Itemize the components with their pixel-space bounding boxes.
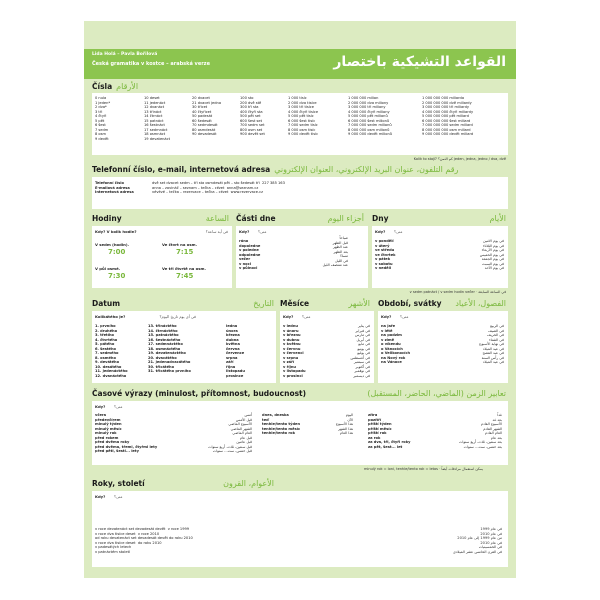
- date-question-ar: في أي يوم تاريخ اليوم؟: [159, 314, 196, 319]
- authors: Lida Holá – Pavla Bořilová: [92, 52, 158, 57]
- numbers-millions: 1 000 000 milion 2 000 000 dva miliony 3 000 000 tři miliony 4 000 000 čtyři miliony 5 000 000 pět milionů 6 000 000 šest milionů 7 000 000 sedm milionů 8 000 000 osm milionů 9 000 000 devět milionů: [348, 96, 393, 137]
- dayparts-heading-ar: أجزاء اليوم: [327, 214, 364, 223]
- days-cz: v pondělí v úterý ve středu ve čtvrtek v pátek v sobotu v neděli: [375, 239, 396, 271]
- hours-heading-ar: الساعة: [205, 214, 229, 223]
- hours-heading: Hodiny: [92, 214, 122, 223]
- numbers-note: Kolik to stojí? كم الثمن؟ jeden, jedna, jedno / dva, dvě: [413, 157, 506, 161]
- years-heading-ar: الأعوام، القرون: [223, 479, 274, 488]
- time-now-cz: dnes, dneska teď tenhle/tento týden tenhle/tento měsíc tenhle/tento rok: [262, 413, 301, 436]
- months-locative: v lednu v únoru v březnu v dubnu v květnu v červnu v červenci v srpnu v září v říjnu v listopadu v prosinci: [283, 324, 306, 379]
- date-question: Kolikátého je?: [95, 314, 126, 319]
- hours-row1-label: V sedm (hodin).: [95, 242, 130, 247]
- days-question-ar: متى؟: [394, 229, 403, 234]
- years-cz: v roce devatenáct set devadesát devět v roce 1999 v roce dva tisíce deset v roce 2010 od roku devatenáct set devadesát devět do roku 2010 v roce dva tisíce deset do roku 2010 v padesátých letech v patnáctém století: [95, 527, 193, 554]
- dayparts-question-ar: متى؟: [258, 229, 267, 234]
- phone-heading-ar: رقم التلفون، عنوان البريد الإلكتروني، العنوان الإلكتروني: [274, 165, 459, 174]
- years-ar: في عام 1999 في عام 2010 من عام 1999 إلى عام 2010 في عام 2010 في الخمسينيات في القرن الخامس عشر الميلادي: [453, 527, 502, 554]
- date-months-genitive: ledna února března dubna května června července srpna září října listopadu prosince: [226, 324, 245, 379]
- days-note: v sedm patnáct / v sedm hodin večer ⋅ في الساعة السابعة: [409, 290, 506, 294]
- title-arabic: القواعد التشيكية باختصار: [333, 54, 506, 70]
- numbers-hundreds: 100 sto 200 dvě stě 300 tři sta 400 čtyři sta 500 pět set 600 šest set 700 sedm set 800 osm set 900 devět set: [240, 96, 265, 137]
- seasons-heading-ar: الفصول، الأعياد: [455, 299, 506, 308]
- seasons-ar: في الربيع في الصيف في الخريف في الشتاء في نهاية الأسبوع في عيد الميلاد في عيد الفصح في رأس السنة في عيد الميلاد: [479, 324, 504, 365]
- months-heading-ar: الأشهر: [348, 299, 370, 308]
- hours-row2-label: V půl osmé.: [95, 266, 121, 271]
- time-expr-panel: [92, 401, 508, 465]
- seasons-question: Kdy?: [381, 314, 392, 319]
- days-question: Kdy?: [375, 229, 386, 234]
- days-heading: Dny: [372, 214, 389, 223]
- seasons-panel: [378, 311, 508, 383]
- numbers-panel: [92, 93, 508, 155]
- time-expr-question: Kdy?: [95, 404, 106, 409]
- hours-row2-time: 7:30: [108, 272, 126, 280]
- years-heading: Roky, století: [92, 479, 145, 488]
- numbers-billions: 1 000 000 000 miliarda 2 000 000 000 dvě miliardy 3 000 000 000 tři miliardy 4 000 000 000 čtyři miliardy 5 000 000 000 pět miliard 6 000 000 000 šest miliard 7 000 000 000 sedm miliard 8 000 000 000 osm miliard 9 000 000 000 devět miliard: [422, 96, 474, 137]
- days-ar: في يوم الاثنين في يوم الثلاثاء في يوم الأربعاء في يوم الخميس في يوم الجمعة في يوم السبت في يوم الأحد: [479, 239, 504, 271]
- numbers-heading: Čísla الأرقام: [92, 82, 139, 91]
- dayparts-ar: صباحاً قبل الظهر عند الظهر بعد الظهر مساءً في الليل عند منتصف الليل: [322, 236, 348, 268]
- time-now-ar: اليوم الآن هذا الأسبوع هذا الشهر هذا العام: [335, 413, 353, 436]
- hours-row2-label2: Ve tři čtvrtě na osm.: [162, 266, 206, 271]
- numbers-thousands: 1 000 tisíc 2 000 dva tisíce 3 000 tři tisíce 4 000 čtyři tisíce 5 000 pět tisíc 6 000 šest tisíc 7 000 sedm tisíc 8 000 osm tisíc 9 000 devět tisíc: [288, 96, 319, 137]
- cheat-sheet-page: [84, 21, 516, 578]
- time-expr-heading: Časové výrazy (minulost, přítomnost, budoucnost): [92, 389, 307, 398]
- seasons-cz: na jaře v létě na podzim v zimě o víkendu o Vánocích o Velikonocích na Nový rok na Vánoce: [381, 324, 411, 365]
- hours-question: Kdy? V kolik hodin?: [95, 229, 137, 234]
- dayparts-question: Kdy?: [239, 229, 250, 234]
- time-future-cz: zítra pozítří příští týden příští měsíc příští rok za rok za dva, tři, čtyři roky za pět, šest... let: [368, 413, 411, 449]
- hours-row2-time2: 7:45: [176, 272, 194, 280]
- date-heading: Datum: [92, 299, 121, 308]
- phone-values: dvě set dvacet sedm – tři sta osmdesát pět – sto šedesát tři 227 385 163 anna – zavináč – seznam – tečka – cézet anna@seznam.cz vévévé – tečka – rezervace – tečka – cézet www.rezervace.cz: [152, 181, 285, 195]
- date-heading-ar: التاريخ: [253, 299, 274, 308]
- phone-panel: [92, 177, 508, 209]
- phone-heading: Telefonní číslo, e-mail, internetová adresa رقم التلفون، عنوان البريد الإلكتروني، العنوان الإلكتروني: [92, 165, 459, 174]
- time-future-ar: غداً بعد غد الأسبوع القادم الشهر القادم العام القادم بعد عام بعد سنتين، ثلاث، أربع سنوات بعد خمس، ست... سنوات: [458, 413, 502, 449]
- date-ordinals-2: 13. třináctého 14. čtrnáctého 15. patnáctého 16. šestnáctého 17. sedmnáctého 18. osmnáctého 19. devatenáctého 20. dvacátého 21. jedenadvacátého 30. třicátého 31. třicátého prvního: [148, 324, 191, 374]
- months-ar: في يناير في فبراير في مارس في أبريل في مايو في يونيو في يوليو في أغسطس في سبتمبر في أكتوبر في نوفمبر في ديسمبر: [350, 324, 370, 379]
- seasons-heading: Období, svátky: [378, 299, 442, 308]
- months-question: Kdy?: [283, 314, 294, 319]
- months-question-ar: متى؟: [302, 314, 311, 319]
- time-expr-question-ar: متى؟: [114, 404, 123, 409]
- dayparts-heading: Části dne: [236, 214, 276, 223]
- title-czech: Česká gramatika v kostce – arabská verze: [92, 61, 210, 67]
- phone-labels: Telefonní číslo E-mailová adresa Internetová adresa: [95, 181, 134, 195]
- dayparts-cz: ráno dopoledne v poledne odpoledne večer v noci v půlnoci: [239, 239, 261, 271]
- hours-question-ar: في أية ساعة؟: [205, 229, 228, 234]
- years-panel: [92, 491, 508, 567]
- months-panel: [280, 311, 374, 383]
- hours-row1-time: 7:00: [108, 248, 126, 256]
- days-heading-ar: الأيام: [489, 214, 506, 223]
- months-heading: Měsíce: [280, 299, 310, 308]
- years-question-ar: متى؟: [114, 494, 123, 499]
- date-ordinals-1: 1. prvního 2. druhého 3. třetího 4. čtvrtého 5. pátého 6. šestého 7. sedmého 8. osmého 9. devátého 10. desátého 11. jedenáctého 12. dvanáctého: [95, 324, 128, 379]
- numbers-10-19: 10 deset 11 jedenáct 12 dvanáct 13 třináct 14 čtrnáct 15 patnáct 16 šestnáct 17 sedmnáct 18 osmnáct 19 devatenáct: [144, 96, 171, 141]
- seasons-question-ar: متى؟: [400, 314, 409, 319]
- time-past-cz: včera předevčírem minulý týden minulý měsíc minulý rok před rokem před dvěma roky před dvěma, třemi, čtyřmi lety před pěti, šesti... lety: [95, 413, 158, 454]
- numbers-0-9: 0 nula 1 jeden* 2 dva* 3 tři 4 čtyři 5 pět 6 šest 7 sedm 8 osm 9 devět: [95, 96, 111, 141]
- time-expr-heading-ar: تعابير الزمن (الماضي، الحاضر، المستقبل): [367, 389, 506, 398]
- years-question: Kdy?: [95, 494, 106, 499]
- time-past-ar: أمس قبل الأمس الأسبوع الماضي الشهر الماضي العام الماضي قبل عام قبل عامين قبل سنتين، ثلاث، أربع سنوات قبل خمس، ست... سنوات: [208, 413, 252, 454]
- numbers-tens: 20 dvacet 21 dvacet jedna 30 třicet 40 čtyřicet 50 padesát 60 šedesát 70 sedmdesát 80 osmdesát 90 devadesát: [192, 96, 222, 137]
- days-panel: [372, 226, 508, 288]
- numbers-heading-ar: الأرقام: [116, 82, 139, 91]
- hours-row1-time2: 7:15: [176, 248, 194, 256]
- time-expr-note: minulý rok = loni, tenhle/tento rok = letos ⋅ يمكن استعمال مرادفات أيضاً: [364, 467, 483, 471]
- hours-panel: [92, 226, 232, 288]
- dayparts-panel: [236, 226, 368, 288]
- hours-row1-label2: Ve čtvrt na osm.: [162, 242, 198, 247]
